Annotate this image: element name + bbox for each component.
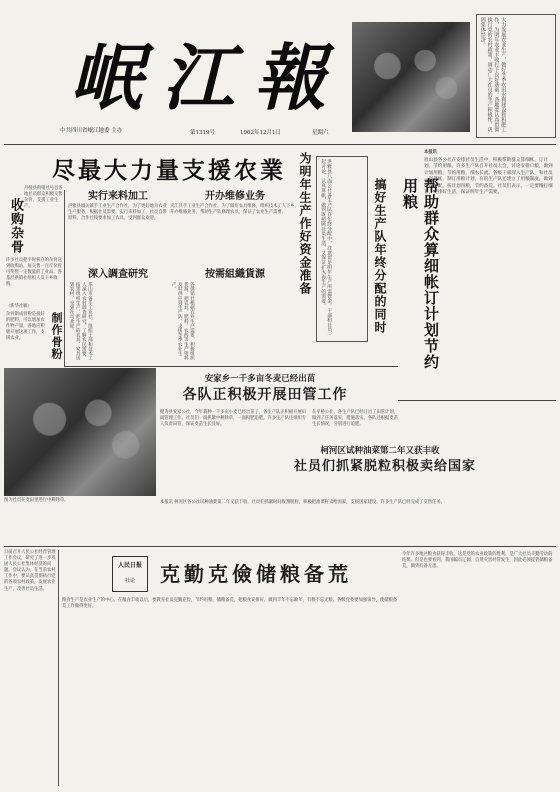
- harvest-photo: [4, 368, 156, 496]
- upper-divider: [64, 366, 398, 367]
- vertical-feature-box: [316, 156, 368, 342]
- left-body-2: 杂骨制成骨粉是很好的肥料，可以增加农作物产量，各地应积极开展这项工作，支援农业。: [6, 312, 45, 342]
- left-headline-2: 制作骨粉: [50, 312, 63, 360]
- left-caption: （新华社稿）: [6, 304, 32, 309]
- sub-article-4: [170, 268, 300, 366]
- masthead-weekday: 星期六: [312, 130, 329, 136]
- bottom-body: 粮食生产是农业生产的中心。在粮食丰收以后，要教育社员克勤克俭，节约用粮，储粮备荒，把粮食安排好，做到丰年不忘歉年，有粮不忘无粮。各级党委要加强领导，使储粮备荒工作做得更好。: [62, 598, 398, 610]
- masthead-title: 岷江報: [70, 35, 347, 120]
- sub-article-2: [170, 190, 300, 262]
- mid-divider-1: [398, 400, 556, 401]
- sub-article-3-title: 深入調查研究: [88, 269, 148, 280]
- harvest-right-body: 在平桥公社，各生产队已经订出了田管计划，做到了任务落实，措施落实。各队还根据麦苗生长情况，分别进行追肥。: [312, 410, 398, 428]
- left-headline-1: 收购杂骨: [8, 198, 23, 254]
- masthead-photo: [352, 22, 470, 132]
- harvest-body: 犍为县安家公社，今年栽种一千多亩小麦已经出苗了，各生产队正积极开展田间管理工作。社员们一面抓紧中耕除草，一面积肥追肥。许多生产队还组织专人负责田管，保证麦苗生长良好。: [160, 410, 307, 428]
- col-rule-bottom: [58, 550, 59, 786]
- bottom-logo-text: 人民日报: [117, 562, 142, 569]
- sub-article-3-body: 乐山市各手工业社，组织干部和技术工人深入农村调查研究，了解农民需要，按需组织生产，把生产的农具、家具送到农村，受到社员欢迎。: [69, 282, 93, 361]
- harvest-photo-caption: 图为社员在麦田里进行中耕除草。: [4, 498, 69, 503]
- sub-article-3: [68, 268, 168, 366]
- left-body: 许多社员把平时积存的杂骨送到收购站，每交售一百斤杂骨可奖售一定数量的工业品。各基层供销社组织人员下乡收购。: [6, 258, 62, 288]
- mid-divider-2: [4, 546, 556, 547]
- bottom-body-2: 今年许多地区粮食获得丰收，这是党的农业政策的胜利，是广大社员辛勤劳动的结果。但是也要看到，我国幅员辽阔，自然灾害经常发生，因此必须提倡储粮备荒，做到有备无患。: [402, 552, 553, 570]
- sub-article-1-body: 洪雅县城关镇手工业生产合作社，为了更好地为农业生产服务，根据社员需要，实行来料加工，社员自带原料，合作社按要求加工农具，受到群众欢迎。: [68, 204, 167, 222]
- sub-article-1-title: 实行来料加工: [88, 191, 148, 202]
- top-right-box: [476, 14, 556, 138]
- harvest-headline: 各队正积极开展田管工作: [182, 387, 348, 403]
- sub-article-2-title: 开办维修业务: [205, 191, 265, 202]
- bottom-left-text: 日前召开人民公社经营管理工作会议，研究了进一步巩固人民公社集体经济的问题。会议认为，在当前农村工作中，要认真贯彻执行党的各项农村政策，发展农业生产，改善社员生活。: [4, 550, 56, 592]
- bottom-headline: 克勤克儉储粮备荒: [160, 562, 352, 586]
- trial-body: 本报讯 柯河区各公社试种油菜第二年又获丰收。社员们抓紧时间收割脱粒，积极把油菜籽卖给国家，支援国家建设。许多生产队已经完成了交售任务。: [160, 500, 445, 505]
- sub-article-1: [68, 190, 168, 262]
- right-top-story-title: 帮助群众算细帐订计划节约用粮: [401, 178, 440, 370]
- sub-article-2-body: 夹江县手工业生产合作社，为了做好农具维修，组织技术工人下乡，开办维修业务，帮助生产队修理农具，保证了农业生产需要。: [170, 204, 299, 216]
- top-right-box-text: 大力发展农业生产，做好冬季农田水利建设和积肥工作，为明年农业丰收打下良好基础。各地要认真贯彻执行党的农村政策，调动广大社员的生产积极性，巩固集体经济。: [479, 17, 507, 132]
- masthead-publisher: 中共四川省岷江地委 主办: [60, 128, 123, 134]
- col-rule-1: [64, 190, 65, 366]
- left-column: [4, 186, 64, 366]
- right-top-story-body: 眉山县各公社在安排社员生活中，积极帮助群众算细帐、订计划，节约用粮。许多生产队召开社员大会，讨论安排口粮，做到计划用粮，节约用粮，细水长流。各级干部深入生产队，和社员一起算帐，制订用粮计划，有的生产队还建立了用粮制度，做到按月分配，按计划用粮，节约备荒。社员们表示，一定要精打细算，安排好生活，保证明年生产需要。: [424, 158, 553, 196]
- vertical-feature-subtitle: 搞好生产队年终分配的同时: [373, 178, 387, 334]
- masthead-divider: [4, 144, 556, 145]
- vertical-feature: [300, 148, 398, 348]
- masthead-date: 1962年12月1日: [240, 130, 281, 136]
- trial-headline: 社员们抓紧脱粒积极卖给国家: [293, 459, 476, 474]
- left-intro: 丹棱县供销社号召各地社员群众积极交售杂骨，支援工业生产。: [24, 186, 63, 210]
- bottom-logo-sub: 社论: [124, 578, 135, 584]
- sub-article-4-title: 按需組織貨源: [205, 269, 265, 280]
- right-top-story-label: 本报讯: [424, 150, 437, 155]
- sub-article-4-body: 各供销社根据农业生产需要，积极组织货源，把农具、肥料、农药等生产资料及时供应到生产队，支援冬季农业生产。: [171, 282, 195, 361]
- main-banner-headline: 尽最大力量支援农業: [52, 157, 286, 184]
- right-top-story: [398, 148, 556, 398]
- bottom-logo: [112, 556, 148, 592]
- masthead-issue: 第1319号: [190, 130, 215, 136]
- trial-kicker: 柯河区试种油菜第二年又获丰收: [320, 446, 440, 456]
- vertical-feature-title: 为明年生产作好资金准备: [298, 152, 312, 295]
- vertical-feature-body: 洪雅县八面公社各生产队在年终分配中，注意留足明年生产所需资金。干部和社员一起讨论，认真算帐，做到既照顾社员生活，又保证扩大再生产的需要。: [320, 159, 332, 337]
- harvest-kicker: 安家乡一千多亩冬麦已经出苗: [204, 374, 316, 384]
